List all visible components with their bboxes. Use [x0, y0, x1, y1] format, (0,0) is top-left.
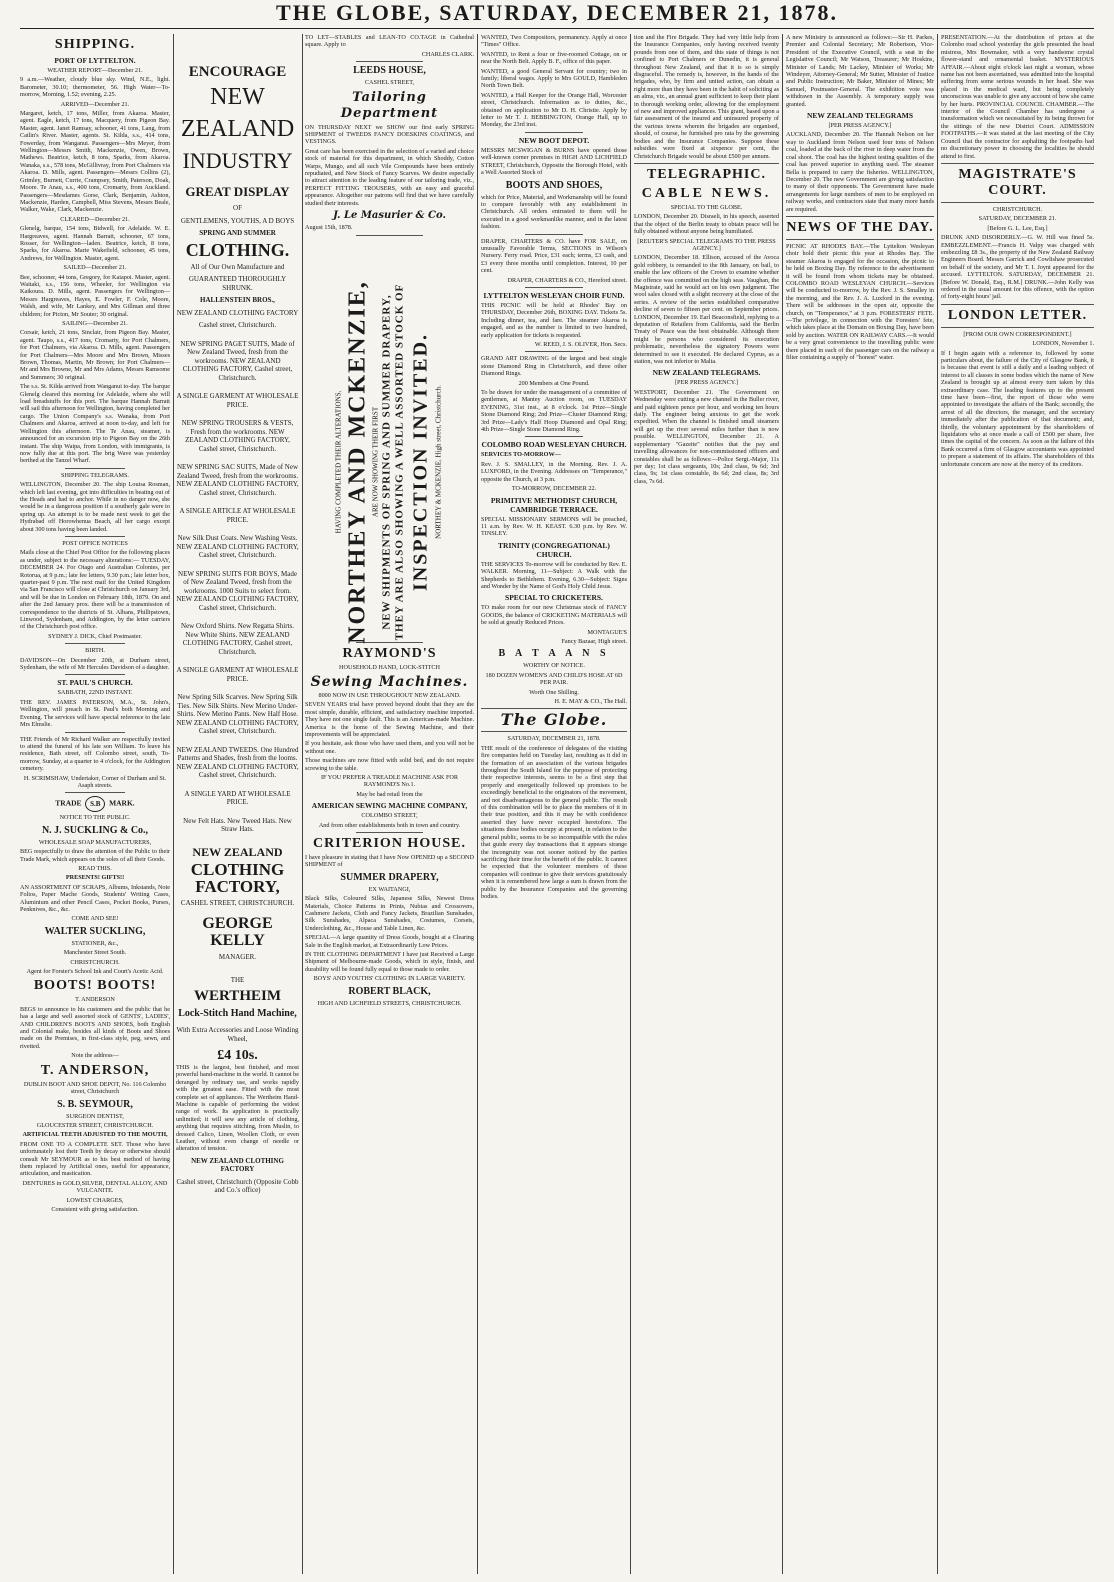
separator	[941, 202, 1094, 203]
separator	[65, 468, 125, 469]
anderson-big: T. ANDERSON,	[40, 1062, 150, 1078]
telegraphic-heading: TELEGRAPHIC.	[647, 166, 766, 182]
news-day: NEWS OF THE DAY.	[786, 219, 934, 235]
the-label: THE	[230, 975, 245, 984]
separator	[65, 792, 125, 793]
tomorrow: TO-MORROW, DECEMBER 22.	[511, 485, 597, 493]
clothing-item: New Oxford Shirts. New Regatta Shirts. New White Shirts. NEW ZEALAND CLOTHING FACTORY, Cashel street, Christchurch.	[181, 622, 294, 656]
column-divider	[302, 34, 303, 1574]
separator	[356, 61, 424, 62]
column-court	[941, 34, 1094, 1574]
column-wanted	[481, 34, 627, 1574]
members: 200 Members at One Pound.	[518, 379, 590, 387]
all-own: All of Our Own Manufacture and	[190, 262, 285, 271]
anderson-addr: DUBLIN BOOT AND SHOE DEPOT, No. 116 Colombo street, Christchurch	[23, 1080, 167, 1096]
special-globe: SPECIAL TO THE GLOBE.	[670, 203, 743, 211]
nz-big: NEW ZEALAND	[192, 844, 283, 859]
seymour-addr: GLOUCESTER STREET, CHRISTCHURCH.	[36, 1121, 154, 1129]
separator	[525, 234, 583, 235]
boots-title: BOOTS! BOOTS!	[33, 978, 157, 994]
birth-text: DAVIDSON—On December 20th, at Durham street, Sydenham, the wife of Mr Hercules Davidson of a daughter.	[20, 656, 170, 672]
other-estab: And from other establishments both in town and country.	[318, 821, 461, 829]
raymond-sub: HOUSEHOLD HAND, LOCK-STITCH	[339, 663, 440, 671]
art-body: To be drawn for under the management of a committee of gentlemen, at Mantey Auction room, on TUESDAY EVENING, 31st inst., at 8 o'clock. 1st Prize—Single Stone Diamond Ring; 2nd Prize—Cluster Diamond Ring; 3rd Prize—Lady's Half Hoop Diamond and Opal Ring; 4th Prize—Single Stone Diamond Ring.	[481, 389, 627, 434]
suckling-text: BEG respectfully to draw the attention of the Public to their Trade Mark, which appears on the soles of all their Goods.	[20, 848, 170, 863]
retail: May be had retail from the	[356, 790, 423, 798]
post-head: POST OFFICE NOTICES	[62, 539, 128, 547]
birth-head: BIRTH.	[85, 647, 105, 655]
industry-heading: INDUSTRY	[182, 148, 293, 173]
clothing-factory: CLOTHING FACTORY,	[190, 859, 285, 896]
walter-addr: Manchester Street South.	[63, 949, 127, 957]
sailing-head: SAILING—December 21.	[62, 320, 128, 327]
clothing-item: NEW SPRING TROUSERS & VESTS, Fresh from the workrooms. NEW ZEALAND CLOTHING FACTORY, Cashel street, Christchurch.	[181, 419, 294, 453]
weather-text: 9 a.m.—Weather, cloudy blue sky. Wind, N.E., light. Barometer, 30.10; thermometer, 56. High Water—To-morrow, Morning, 1.52; evening, 2.25.	[20, 76, 170, 99]
wertheim-text: THIS is the largest, best finished, and most powerful hand-machine in the world. It cannot be deranged by ordinary use, and works rapidly with the greatest ease. Fitted with the most complete set of appliances. The Wertheim Hand-Machine is capable of performing the widest range of work. Its application is practically unlimited; it will sew any article of clothing, anything that requires stitching, from Muslin, to dressed Calico, Linen, Woollen Cloth, or even Leather, without even change of needle or alteration of tension.	[176, 1064, 299, 1153]
lockstitch: Lock-Stitch Hand Machine,	[178, 1008, 297, 1019]
colombo-wesleyan: COLOMBO ROAD WESLEYAN CHURCH.	[481, 440, 627, 450]
cable-text: LONDON, December 20. Disraeli, in his speech, asserted that the object of the Berlin treaty to obtain peace will be fully obtained without anyone being humiliated.	[634, 213, 779, 236]
separator	[525, 436, 583, 437]
vert-line5: INSPECTION INVITED.	[409, 332, 432, 592]
clothing-item: A SINGLE GARMENT AT WHOLESALE PRICE.	[176, 666, 299, 683]
clothing-item: NEW SPRING SAC SUITS, Made of New Zealand Tweed, fresh from the workrooms. NEW ZEALAND CLOTHING FACTORY, Cashel street, Christchurch.	[176, 463, 299, 497]
special-text: SPECIAL—A large quantity of Dress Goods, bought at a Clearing Sale in the English market, at Extraordinarily Low Prices.	[305, 934, 474, 949]
cricket-text: TO make room for our new Christmas stock of FANCY GOODS, the balance of CRICKETING MATERIALS will be sold at greatly Reduced Prices.	[481, 604, 627, 627]
separator	[941, 163, 1094, 164]
suckling-name: N. J. SUCKLING & Co.,	[41, 824, 149, 836]
walter-agent: Agent for Forster's School Ink and Court's Acetic Acid.	[26, 968, 164, 976]
column-divider	[937, 34, 938, 1574]
raymond: RAYMOND'S	[342, 645, 437, 661]
new-boot: NEW BOOT DEPOT.	[518, 135, 590, 145]
separator	[65, 643, 125, 644]
wanted-ad: WANTED, a Hall Keeper for the Orange Hall, Worcester street, Christchurch. Information as to duties, &c., obtained on application to Mr D. H. Christie. Apply by letter to Mr T. J. BEBBINGTON, Orange Hall, up to Monday, the 23rd inst.	[481, 91, 627, 129]
separator	[356, 832, 424, 833]
services-text: Rev. J. S. SMALLEY, in the Morning. Rev. J. A. LUXFORD, in the Evening. Addresses on "Temperance," opposite the Church, at 3 p.m.	[481, 460, 627, 483]
post-text: Mails close at the Chief Post Office for the following places as under, subject to the necessary alterations:— TUESDAY, DECEMBER 24. For Otago and Australian Colonies, per Rotorua, at 9 p.m.; late fee letters, 9.30 p.m.; late letter box, quarter-past 9 p.m. The next mail for the United Kingdom via San Francisco will close at Christchurch on January 3rd, and will be due in London on February 18th, 1879. On and after the 2nd January prox. there will be a transmission of correspondence to the districts of St. Albans, Phillipstown, Linwood, Sydenham, and Addington, by the letter carriers of the Christchurch post office.	[20, 549, 170, 631]
gentlemen: GENTLEMENS, YOUTHS, A D BOYS	[180, 216, 295, 225]
separator	[525, 132, 583, 133]
worthy: WORTHY OF NOTICE.	[523, 662, 585, 670]
sailed-head: SAILED—December 21.	[63, 264, 127, 272]
spacer	[176, 34, 299, 64]
masthead-rule	[20, 28, 1094, 29]
dentures: DENTURES in GOLD,SILVER, DENTAL ALLOY, AND VULCANITE.	[22, 1179, 168, 1195]
dozen: 180 DOZEN WOMEN'S AND CHILD'S HOSE AT 6D PER PAIR.	[485, 671, 623, 687]
separator	[525, 351, 583, 352]
column-divider	[173, 34, 174, 1574]
seymour-sub: SURGEON DENTIST,	[66, 1112, 124, 1120]
cable-news: CABLE NEWS.	[641, 185, 772, 201]
telegrams-head: SHIPPING TELEGRAMS.	[61, 471, 129, 479]
come-see: COME AND SEE!	[71, 915, 119, 923]
criterion: CRITERION HOUSE.	[313, 836, 466, 851]
shipping-heading: SHIPPING.	[54, 37, 136, 52]
nz-text: AUCKLAND, December 20. The Hannah Nelson on her way to Auckland from Nelson used four tons of Nelson coal, loaded at the back of the river in deep water from the coal shoot. The coal has the highest testing qualities of the coal has proved superior to anything used. The steamer Bella is prepared to carry the fisheries. WELLINGTON, December 20. The new Government are giving satisfaction to many of their opponents. The Government have made arrangements for large numbers of men to be employed on railway works, and contractors state that many more hands are required.	[786, 131, 934, 213]
read-this: READ THIS.	[78, 864, 112, 872]
cashel-caps: CASHEL STREET, CHRISTCHURCH.	[180, 898, 295, 907]
news-text: PICNIC AT RHODES BAY.—The Lyttelton Wesleyan choir hold their picnic this year at Rhodes Bay. The steamer Akaroa is engaged for the occasion, the picnic to be held on Boxing Day. By reference to the advertisement it will be found from whom tickets may be obtained. COLOMBO ROAD WESLEYAN CHURCH.—Services will be conducted to-morrow, by the Rev. J. S. Smalley in the morning, and the Rev. J. A. Luxford in the evening. There will be addresses in the open air, opposite the church, on "Temperance," at 3 p.m. FORESTERS' FETE.—The privilege, in connection with the Foresters' fete, which takes place at the Domain on Boxing Day, have been sold by auction. WATER ON RAILWAY CARS.—It would be a very great convenience to the travelling public were there placed in each of the passenger cars on the railway a filter containing a supply of "honest" water.	[786, 242, 934, 362]
church-text: THE REV. JAMES PATERSON, M.A., St. John's, Wellington, will preach in St. Paul's both Morning and Evening. The services will have special reference to the late Mrs Elmslie.	[20, 698, 170, 729]
cleared-head: CLEARED—December 21.	[60, 215, 130, 223]
factory-foot: NEW ZEALAND CLOTHING FACTORY	[191, 1156, 284, 1174]
arrived-head: ARRIVED—December 21.	[60, 100, 130, 108]
great-display: GREAT DISPLAY	[185, 184, 290, 199]
separator	[525, 287, 583, 288]
presents: PRESENTS! GIFTS!!	[65, 874, 125, 882]
separator	[481, 731, 627, 732]
london-date: LONDON, November 1.	[1032, 340, 1094, 348]
anderson-note: Note the address—	[71, 1052, 119, 1060]
seymour-text: FROM ONE TO A COMPLETE SET. Those who have unfortunately lost their Teeth by decay or otherwise should consult Mr SEYMOUR as to his best method of having them replaced by Artificial ones, useful for appearance, articulation, and mastication.	[20, 1140, 170, 1178]
seymour-art: ARTIFICIAL TEETH ADJUSTED TO THE MOUTH,	[22, 1131, 168, 1139]
colombo-st: COLOMBO STREET,	[361, 812, 418, 820]
port-heading: PORT OF LYTTELTON.	[54, 56, 136, 65]
clark-sig: CHARLES CLARK.	[421, 50, 474, 58]
wanted-ad: WANTED, a good General Servant for country; two in family; liberal wages. Apply to Mrs GOULD, Hambleden North Town Belt.	[481, 67, 627, 90]
column-telegraphic	[634, 34, 779, 1574]
art-union: GRAND ART DRAWING of the largest and best single stone Diamond Ring in Christchurch, and three other Diamond Rings.	[481, 355, 627, 378]
american-co: AMERICAN SEWING MACHINE COMPANY,	[311, 801, 468, 811]
clothing-heading: CLOTHING.	[185, 239, 290, 260]
shipping-news: The s.s. St. Kilda arrived from Wanganui to-day. The barque Glenelg cleared this morning for Adelaide, where she will load breadstuffs for this port. The barque Hannah Barratt will sail this afternoon for Wellington, having completed her cargo. The Union Company's s.s. Wanaka, from Port Chalmers and Akaroa, arrived at noon to-day, and left for Wellington this afternoon. The Te Anau, steamer, is announced for an excursion trip to Pigeon Bay on the 26th instant. The ship Waipa, from London, with immigrants, is now fully due at this port. The brig Wave was yesterday berthed at the Tanzel Wharf.	[20, 383, 170, 465]
column-divider	[782, 34, 783, 1574]
raymond-use: 8000 NOW IN USE THROUGHOUT NEW ZEALAND.	[318, 691, 461, 699]
arrived-text: Margaret, ketch, 17 tons, Miller, from Akaroa. Master, agent. Eagle, ketch, 17 tons, Macquery, from Pigeon Bay. Master, agent. Janet Ramsay, schooner, 41 tons, Lang, from Catlin's River. Master, agents. St. Kilda, s.s., 414 tons, Fowerday, from Wanganui. Passengers—Mrs Meyer, from Wellington—Messrs Smith, Mackenzie, Owen, Brown, Mathews. Beatrice, ketch, 8 tons, Sparks, from Akaroa. Wanaka, s.s., 578 tons, McGillivray, from Port Chalmers via Akaroa. D. Mills, agent. Passengers—Messrs Collins (2), Grimley, Burnett, Currie, Crampsey, Smith, Paterson, Doak, Moore. Te Anau, s.s., 400 tons, Cromarty, from Auckland. Passengers—Mesdames Gorse, Clark, Benjamin, Ashton, Mackenzie, Harden, Campbell, Miss Stevens, Messrs Beale, Walker, Wake, Clark, Mackenzie.	[20, 110, 170, 214]
trinity-text: THE SERVICES To-morrow will be conducted by Rev. E. WALKER. Morning, 11—Subject: A Walk with the Shepherds to Bethlehem. Evening, 6.30—Subject: Signs and Wonder by the Name of God's Holy Child Jesus.	[481, 560, 627, 590]
draper-ad: DRAPER, CHARTERS & CO. have FOR SALE, on unusually Favorable Terms, SECTIONS in Wilson's Nursery. Ferry road. Price, £31 each; terms, £3 cash, and £3 every three months until completion. Interest, 10 per cent.	[481, 237, 627, 275]
cashel-street: Cashel street, Christchurch.	[198, 321, 277, 329]
funeral-text: THE Friends of Mr Richard Walker are respectfully invited to attend the funeral of his late son William. To leave his residence, Bath street, off Colombo street, south, To-morrow, Sunday, at a quarter to 4 o'clock, for the Addington cemetery.	[20, 735, 170, 773]
montague-sub: Fancy Bazaar, High street.	[561, 637, 627, 645]
robert-addr: HIGH AND LICHFIELD STREETS, CHRISTCHURCH.	[317, 999, 462, 1007]
presents-text: AN ASSORTMENT OF SCRAPS, Albums, Inkstands, Note Folios, Paper Mache Goods, Students' Writing Cases, Aluminium and other Pencil Cases, Pocket Books, Purses, Penknives, &c., &c.	[20, 883, 170, 913]
weather-head: WEATHER REPORT—December 21.	[47, 67, 143, 74]
b-line: B A T A A N S	[498, 648, 610, 660]
george-kelly: GEORGE KELLY	[202, 915, 273, 949]
criterion-text: I have pleasure in stating that I have Now OPENED up a SECOND SHIPMENT of	[305, 854, 474, 869]
treadle: IF YOU PREFER A TREADLE MACHINE ASK FOR RAYMOND'S No.1.	[320, 773, 458, 789]
mag-text: DRUNK AND DISORDERLY.—G. W. Hill was fined 5s. EMBEZZLEMENT.—Francis H. Valpy was charged with embezzling £8 3s., the property of the New Zealand Railway Engineers Board. Messrs Garrick and Cowlishaw prosecuted on behalf of the society, and Mr T. I. Joynt appeared for the accused. LYTTELTON. SATURDAY, DECEMBER 21. [Before W. Donald, Esq., R.M.] DRUNK.—John Kelly was ordered in the usual amount for this offence, with the option of forty-eight hours' jail.	[941, 234, 1094, 301]
trade-mark-logo: S.B	[85, 796, 105, 812]
spring-summer: SPRING AND SUMMER	[199, 229, 276, 237]
church-head: ST. PAUL'S CHURCH.	[57, 678, 133, 688]
separator	[634, 163, 779, 164]
mag-before: [Before G. L. Lee, Esq.]	[987, 224, 1048, 232]
magistrate-heading: MAGISTRATE'S COURT.	[958, 166, 1077, 198]
cleared-text: Glenelg, barque, 154 tons, Bidwell, for Adelaide. W. E. Hargreaves, agent. Hannah Barratt, schooner, 67 tons, Rosser, for Wellington—laden. Beatrice, ketch, 8 tons, Sparks, for Akaroa. Marie Wakefield, schooner, 45 tons, Andrews, for Wellington. Master, agent.	[20, 225, 170, 262]
separator	[786, 216, 934, 217]
leader-text: THE result of the conference of delegates of the visiting fire companies held on Tuesday last, resulting as it did in the formation of an association of the various brigades throughout the South Island for the purpose of protecting their respective interests, seems to be a first step that properly and energetically followed up promises to be exceedingly beneficial to the originators of the movement, and not disadvantageous to the general public. The result of this combination will be to place the members of it in their true position, and this it may be with confidence asserted they have never occupied heretofore. The situations these bodies occupy at present, in relation to the general public, seems to be so incompatible with the rules that guide every day transactions that it appears strange the incongruity was not sooner noticed by the parties sacrificing their time for the benefit of the public. It cannot be expected that the volunteer members of these companies will continue to give their services gratuitously when it is remembered how large a sum is drawn from the public by the Insurance Companies and the governing bodies.	[481, 744, 627, 900]
separator	[941, 327, 1094, 328]
notice-public: NOTICE TO THE PUBLIC.	[59, 814, 131, 822]
walter-city: CHRISTCHURCH.	[70, 958, 120, 966]
new-zealand-heading: NEW ZEALAND	[180, 84, 295, 142]
seymour-name: S. B. SEYMOUR,	[57, 1098, 133, 1110]
clothing-item: NEW SPRING PAGET SUITS, Made of New Zealand Tweed, fresh from the workrooms. NEW ZEALAND CLOTHING FACTORY, Cashel street, Christchurch.	[180, 339, 295, 382]
globe-title: The Globe.	[500, 710, 608, 730]
criterion-list: Black Silks, Coloured Silks, Japanese Silks, Newest Dress Materials, Choice Patterns in Prints, Nubias and Crossovers, Cashmere Jackets, Cloth and Fancy Jackets, Brazilian Sunshades, Silk Sunshades, Alpaca Sunshades, Costumes, Corsets, Underclothing, &c., House and Table Linen, &c.	[305, 895, 474, 932]
mag-date: SATURDAY, DECEMBER 21.	[978, 215, 1057, 223]
boots-shoes: BOOTS AND SHOES,	[505, 179, 603, 191]
picnic-sig: W. REED, J. S. OLIVER, Hon. Secs.	[534, 341, 627, 348]
telegrams-text: WELLINGTON, December 20. The ship Louisa Rosman, which left last evening, got into difficulties in beating out of the Heads and had to anchor. While in no danger now, she would be in a dangerous position if a southerly gale were to spring up. An attempt is to be made next week to get the Hydrabad off Horowhenua Beach, all her cargo except about 300 tons having been landed.	[20, 481, 170, 533]
robert-black: ROBERT BLACK,	[348, 985, 431, 997]
primitive: PRIMITIVE METHODIST CHURCH, CAMBRIDGE TERRACE.	[490, 495, 618, 514]
separator	[786, 239, 934, 240]
reuter-text: LONDON, December 18. Ellison, accused of the Avoca gold robbery, is remanded to the 8th January, on bail, to enable the law officers of the Crown to examine whether the offence was committed on the high seas. Vaughan, the Magistrate, said he would act on his own judgment. The wool sales closed with a slight recovery at the close of the series. A review of the series established comparative decline of seven to fifteen per cent. on September prices. LONDON, December 19. Earl Beaconsfield, replying to a deputation of Retailers from California, said the Berlin Treaty of Peace was the best obtainable. Although there might be persons who considered its execution problematic, nevertheless the signatory Powers were determined to see it executed. He declared Cyprus, as a station, was not inferior to Malta.	[634, 254, 779, 366]
wertheim-price: £4 10s.	[217, 1048, 258, 1063]
separator	[941, 304, 1094, 305]
tailoring-heading: Tailoring Department	[340, 89, 439, 121]
clothing-item: A SINGLE YARD AT WHOLESALE PRICE.	[184, 789, 291, 806]
encourage: ENCOURAGE	[188, 64, 287, 80]
separator	[65, 674, 125, 675]
news-continued: PRESENTATION.—At the distribution of prizes at the Colombo road school yesterday the girls presented the head mistress, Mrs Bowmaker, with a very handsome crystal flower-stand and ornamental basket. MYSTERIOUS AFFAIR.—About eight o'clock last night a woman, whose name has not been ascertained, was admitted into the hospital suffering from some serious wounds in her head. She was placed in the medical ward, but being completely unconscious was unable to give any account of how she came by her hurts. PROVINCIAL COUNCIL CHAMBER.—The interior of the Council Chamber has undergone a transformation which we necessitated by its being thrown for the sittings of the new District Court. ADMISSION FOOTPATHS.—It was stated at the last meeting of the City Council that the contractor for asphalting the footpaths had no discretionary power in choosing the localities he should attend to first.	[941, 34, 1094, 160]
raymond-text: SEVEN YEARS trial have proved beyond doubt that they are the most simple, durable, efficient, and satisfactory machine imported. They have not one single fault. This is an American-made Machine. America is the home of the Sewing Machine, and their improvements will be appreciated.	[305, 701, 474, 738]
raymond-note: If you hesitate, ask those who have used them, and you will not be without one.	[305, 740, 474, 755]
clothing-item: NEW ZEALAND TWEEDS. One Hundred Patterns and Shades, fresh from the looms. NEW ZEALAND CLOTHING FACTORY, Cashel street, Christchurch.	[176, 745, 299, 779]
leeds-sub: CASHEL STREET,	[364, 79, 415, 87]
lyttelton-choir: LYTTELTON WESLEYAN CHOIR FUND.	[483, 290, 625, 300]
anderson: T. ANDERSON	[75, 996, 115, 1004]
sewing-heading: Sewing Machines.	[310, 673, 469, 690]
may-sig: H. E. MAY & CO., The Hall.	[554, 698, 627, 705]
lemasurier-date: August 15th, 1878.	[305, 224, 353, 232]
lemasurier: J. Le Masurier & Co.	[333, 210, 446, 222]
church-sub: SABBATH, 22ND INSTANT.	[57, 689, 133, 697]
cricketers: SPECIAL TO CRICKETERS.	[505, 593, 603, 603]
montague: MONTAGUE'S	[587, 628, 627, 636]
services-head: SERVICES TO-MORROW—	[481, 451, 561, 459]
summer-drapery: SUMMER DRAPERY,	[340, 871, 439, 883]
extra-accessories: With Extra Accessories and Loose Winding Wheel,	[176, 1026, 299, 1043]
nz-head: NEW ZEALAND TELEGRAMS	[807, 111, 913, 121]
draper-sig: DRAPER, CHARTERS & CO., Hereford street.	[507, 276, 627, 284]
leader-continued: tion and the Fire Brigade. They had very little help from the Insurance Companies, only having received twenty pounds from one of them, and this state of things is not confined to Port Chalmers or Dunedin, it is general throughout New Zealand, and that it is so is simply disgraceful. The remedy is, however, in the hands of the brigades, who, by firm and united action, can obtain a right more than they have been in the habit of soliciting as an alms, viz., an annual grant sufficient to keep their plant in thorough working order, allowing for the employment of new and improved appliances. This grant, based upon a fair assessment of the insured and uninsured property of the various towns wherein the brigades are organised, should, of course, be furnished pro rata by the governing bodies and the Insurance Companies. Suppose these subsidies were fixed at sixpence per cent, the Christchurch Brigade would be about £500 per annum.	[634, 34, 779, 160]
ministry-text: A new Ministry is announced as follows:—Sir H. Parkes, Premier and Colonial Secretary; Mr Robertson, Vice-President of the Executive Council, with a seat in the Legislative Council; Mr Watson, Treasurer; Mr Hoskins, Minister of Lands; Mr Lackey, Minister of Works; Mr Windeyer, Attorney-General; Mr Sutter, Minister of Justice and Public Instruction; Mr Baker, Minister of Mines; Mr Samuel, Postmaster-General. The exhibition vote was withdrawn in the Assembly. A temporary supply was granted.	[786, 34, 934, 108]
tailoring-body: Great care has been exercised in the selection of a varied and choice stock of material for this department, in which Shoddy, Cotton Warps, Mungo, and all such Vile Compounds have been entirely repudiated, and New Stock of Fancy Scarves. We desire especially to attract attention to the leading feature of our tailoring trade, viz., PERFECT FITTING TROUSERS, with an easy and graceful appearance. Altogether our patrons will find that we have carefully studied their interests.	[305, 147, 474, 207]
postmaster: SYDNEY J. DICK, Chief Postmaster.	[48, 632, 142, 640]
separator	[65, 732, 125, 733]
vert-line3: NEW SHIPMENTS OF SPRING AND SUMMER DRAPERY,	[380, 294, 393, 630]
column-divider	[630, 34, 631, 1574]
anderson-text: BEGS to announce to his customers and the public that he has a large and well assorted stock of GENTS', LADIES', AND CHILDREN'S BOOTS AND SHOES, both English and Colonial make, besides all kinds of Boots and Shoes made on the Premises, in first-class style, peg, sewn, and rivetted.	[20, 1005, 170, 1050]
factory-addr: Cashel street, Christchurch (Opposite Cobb and Co.'s office)	[176, 1177, 299, 1195]
vert-line4: THEY ARE ALSO SHOWING A WELL ASSORTED STOCK OF	[393, 283, 406, 641]
vert-foot: NORTHEY & MCKENZIE, High street, Christchurch.	[434, 385, 443, 539]
ex-waitangi: EX WAITANGI,	[368, 885, 411, 893]
globe-date: SATURDAY, DECEMBER 21, 1878.	[507, 735, 601, 743]
clothing-dept: IN THE CLOTHING DEPARTMENT I have just Received a Large Shipment of Melbourne-made Goods, which in style, finish, and durability will be found fully equal to those made to order.	[305, 951, 474, 973]
nz-text: WESTPORT, December 21. The Government on Wednesday were cutting a new channel in the Buller river, and paid eighteen pence per hour, and working ten hours daily. The engineer being anxious to get the work expedited. When the channel is finished small steamers will get up the river several miles further than is now possible. WELLINGTON, December 21. A supplementary "Gazette" notifies that the pay and travelling allowances for non-commissioned officers and constables shall be as follows:—Police Sergt.-Major, 11s per day; 1st class sergeants, 10s; 2nd class, 9s 6d; 3rd class, 9s; 1st class constable, 8s 6d; 2nd class, 8s; 3rd class, 7s 6d.	[634, 388, 779, 485]
northey-mckenzie-ad	[304, 262, 474, 662]
london-corr: [FROM OUR OWN CORRESPONDENT.]	[963, 330, 1072, 338]
column-divider	[477, 34, 478, 1574]
boys-clothing: BOYS' AND YOUTHS' CLOTHING IN LARGE VARIETY.	[313, 975, 466, 983]
reuter-head: [REUTER'S SPECIAL TELEGRAMS TO THE PRESS AGENCY.]	[637, 237, 776, 252]
sailed-text: Bee, schooner, 44 tons, Gregory, for Kaiapoi. Master, agent. Waitaki, s.s., 156 tons, Wheeler, for Wellington via Kaikoura. D. Mills, agent. Passengers for Wellington—Messrs Hargreaves, Hayes, E. Fowler, F. Cole, Moore, Walsh, and wife, Mr Lankey, and Mrs Gillman and three children; for Picton, Mr Souter; 30 original.	[20, 273, 170, 318]
of-label: OF	[233, 204, 242, 212]
wanted-ad: WANTED, to Rent a four or five-roomed Cottage, on or near the North Belt. Apply B. F., office of this paper.	[481, 50, 627, 66]
clothing-item: New Spring Silk Scarves. New Spring Silk Ties. New Silk Shirts. New Merino Under-Shirts. New Merino Pants. New Half Hose. NEW ZEALAND CLOTHING FACTORY, Cashel street, Christchurch.	[176, 693, 299, 735]
boot-text: MESSRS MCSWIGAN & BURNS have opened those well-known corner premises in HIGH AND LICHFIELD STREET, Christchurch, Opposite the Borough Hotel, with a Well Assorted Stock of	[481, 146, 627, 177]
mark-label: MARK.	[109, 799, 135, 809]
masthead: THE GLOBE, SATURDAY, DECEMBER 21, 1878.	[276, 0, 838, 25]
vert-line1: HAVING COMPLETED THEIR ALTERATIONS,	[334, 390, 343, 534]
nz-press: [PER PRESS AGENCY.]	[828, 122, 892, 130]
vert-title: NORTHEY AND MCKENZIE,	[344, 280, 371, 644]
hallenstein: HALLENSTEIN BROS.,	[200, 296, 275, 304]
worth: Worth One Shilling.	[529, 688, 579, 696]
wertheim: WERTHEIM	[194, 988, 281, 1004]
vert-line2: ARE NOW SHOWING THEIR FIRST	[371, 406, 380, 518]
rotated-content	[335, 262, 444, 662]
column-news	[786, 34, 934, 1574]
london-letter: LONDON LETTER.	[947, 307, 1088, 323]
separator	[65, 536, 125, 537]
column-clothing-ad	[176, 34, 299, 1574]
manager-label: MANAGER.	[218, 953, 257, 961]
tailoring-text: ON THURSDAY NEXT we SHOW our first early SPRING SHIPMENT of TWEEDS FANCY DOESKINS COATINGS, and VESTINGS.	[305, 123, 474, 146]
missionary: SPECIAL MISSIONARY SERMONS will be preached, 11 a.m. by Rev. W. H. KEAST. 6.30 p.m. by Rev. W. TINSLEY.	[481, 515, 627, 538]
leeds-house: LEEDS HOUSE,	[353, 65, 426, 77]
undertaker: H. SCRIMSHAW, Undertaker, Corner of Durham and St. Asaph streets.	[23, 774, 167, 789]
clothing-item: New Felt Hats. New Tweed Hats. New Straw Hats.	[183, 816, 292, 833]
raymond-note2: Those machines are now fitted with solid bed, and do not require screwing to the table.	[305, 757, 474, 772]
press-agency: [PER PRESS AGENCY.]	[675, 379, 738, 387]
column-shipping	[20, 34, 170, 1574]
clothing-item: New Silk Dust Coats. New Washing Vests. NEW ZEALAND CLOTHING FACTORY, Cashel street, Christchurch.	[176, 534, 299, 559]
nz-factory: NEW ZEALAND CLOTHING FACTORY	[176, 308, 299, 317]
nz-telegrams: NEW ZEALAND TELEGRAMS.	[652, 368, 761, 378]
picnic-text: THIS PICNIC will be held at Rhodes' Bay on THURSDAY, December 26th, BOXING DAY. Tickets 5s. Including dinner, tea, and fare. The steamer Akaroa is engaged, and as the number is limited to two hundred, early application for tickets is requested.	[481, 301, 627, 339]
clothing-item: NEW SPRING SUITS FOR BOYS, Made of New Zealand Tweed, fresh from the workrooms. 1000 Suits to select from. NEW ZEALAND CLOTHING FACTORY, Cashel street, Christchurch.	[176, 569, 299, 612]
wanted-ad: WANTED, Two Compositors, permanency. Apply at once "Times" Office.	[481, 34, 627, 49]
sailing-text: Corsair, ketch, 21 tons, Sinclair, from Pigeon Bay. Master, agent. Taupo, s.s., 417 tons, Cromarty, for Port Chalmers, for Port Chalmers, via Akaroa. D. Mills, agent. Passengers for Port Chalmers—Mrs Moore and Mrs Brown, Misses Brown, Thomas, Martin, Mr Brown; for Port Chalmers—Mr and Mrs Browne, Mr and Mrs Adams, Messrs Ramsome and Summers; 30 original.	[20, 329, 170, 381]
separator	[481, 708, 627, 709]
clothing-item: A SINGLE GARMENT AT WHOLESALE PRICE.	[176, 392, 299, 409]
london-text: If I begin again with a reference to, followed by some particulars about, the failure of the City of Glasgow Bank, it is because that event is still a daily and a leading subject of interest to all classes in some bodies which the name of New Zealand is brought up at almost every turn taken by this extraordinary case. The leading features up to the present time have been—first, the report of those who were appointed to investigate the affairs of the Bank; secondly, the arrest of all the directors, the manager, and the secretary immediately after the publication of that document; and, thirdly, the voluntary appointment by the shareholders of liquidators who at once made a call of £500 per share, five times the capital of the concern. As soon as the failure of this Bank occurred a firm of Glasgow accountants was appointed to prepare a statement of its affairs. The shareholders of this unfortunate concern are now at the mercy of its creditors.	[941, 349, 1094, 468]
charges-sub: Consistent with giving satisfaction.	[51, 1205, 139, 1213]
trinity: TRINITY (CONGREGATIONAL) CHURCH.	[498, 540, 610, 559]
guaranteed: GUARANTEED THOROUGHLY SHRUNK.	[188, 275, 287, 292]
charges: LOWEST CHARGES,	[66, 1196, 124, 1204]
boots-body: which for Price, Material, and Workmanship will be found to compare favorably with any establishment in Christchurch. All orders entrusted to them will be executed in a good workmanlike manner, and in the latest fashion.	[481, 193, 627, 231]
separator	[356, 235, 424, 236]
stables-ad: TO LET—STABLES and LEAN-TO CO.TAGE in Cathedral square. Apply to	[305, 34, 474, 49]
trade-label: TRADE	[55, 799, 82, 809]
suckling-sub: WHOLESALE SOAP MANUFACTURERS,	[38, 838, 152, 846]
walter-name: WALTER SUCKLING,	[44, 925, 146, 937]
clothing-item: A SINGLE ARTICLE AT WHOLESALE PRICE.	[179, 507, 296, 524]
trade-mark-row	[20, 796, 170, 812]
christchurch: CHRISTCHURCH.	[992, 205, 1043, 213]
walter-sub: STATIONER, &c.,	[71, 939, 119, 947]
